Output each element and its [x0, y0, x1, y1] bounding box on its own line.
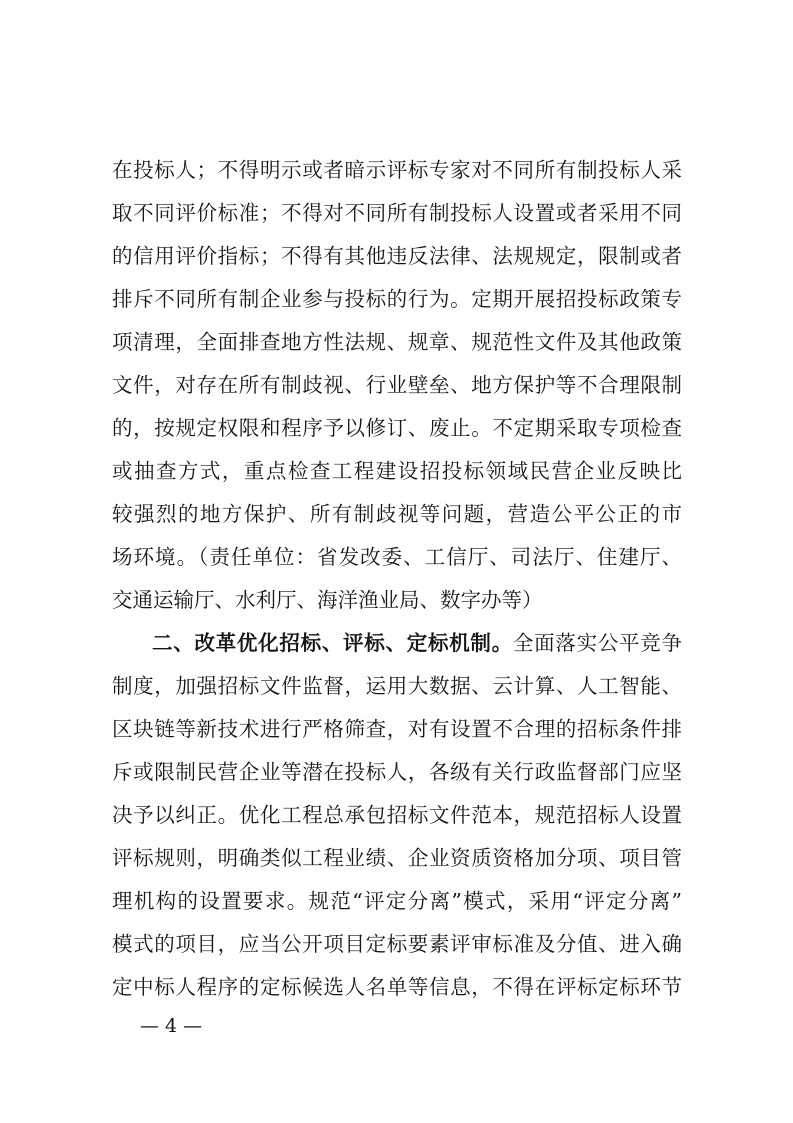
body-text-line: 文件，对存在所有制歧视、行业壁垒、地方保护等不合理限制 [112, 373, 682, 397]
body-text-line: 理机构的设置要求。规范“评定分离”模式，采用“评定分离” [112, 889, 682, 913]
body-text-line: 排斥不同所有制企业参与投标的行为。定期开展招投标政策专 [112, 287, 682, 311]
body-text-line: 场环境。（责任单位：省发改委、工信厅、司法厅、住建厅、 [112, 545, 682, 569]
body-text-line: 定中标人程序的定标候选人名单等信息，不得在评标定标环节 [112, 975, 682, 999]
body-text-line: 模式的项目，应当公开项目定标要素评审标准及分值、进入确 [112, 932, 682, 956]
body-text-line: 的信用评价指标；不得有其他违反法律、法规规定，限制或者 [112, 244, 682, 268]
body-text-span: 全面落实公平竞争 [512, 631, 683, 655]
body-text-line: 项清理，全面排查地方性法规、规章、规范性文件及其他政策 [112, 330, 682, 354]
body-text-line: 交通运输厅、水利厅、海洋渔业局、数字办等） [112, 588, 543, 612]
body-text-line: 评标规则，明确类似工程业绩、企业资质资格加分项、项目管 [112, 846, 682, 870]
body-text-line: 斥或限制民营企业等潜在投标人，各级有关行政监督部门应坚 [112, 760, 682, 784]
body-text-line: 取不同评价标准；不得对不同所有制投标人设置或者采用不同 [112, 201, 682, 225]
body-text-line: 制度，加强招标文件监督，运用大数据、云计算、人工智能、 [112, 674, 682, 698]
body-text-line: 区块链等新技术进行严格筛查，对有设置不合理的招标条件排 [112, 717, 682, 741]
body-text-line: 的，按规定权限和程序予以修订、废止。不定期采取专项检查 [112, 416, 682, 440]
section-heading-line [152, 628, 682, 658]
body-text-line: 在投标人；不得明示或者暗示评标专家对不同所有制投标人采 [112, 158, 682, 182]
section-heading: 二、改革优化招标、评标、定标机制。 [152, 631, 513, 655]
page-number: — 4 — [140, 1015, 203, 1037]
body-text-line: 决予以纠正。优化工程总承包招标文件范本，规范招标人设置 [112, 803, 682, 827]
body-text-line: 较强烈的地方保护、所有制歧视等问题，营造公平公正的市 [112, 502, 682, 526]
body-text-line: 或抽查方式，重点检查工程建设招投标领域民营企业反映比 [112, 459, 682, 483]
